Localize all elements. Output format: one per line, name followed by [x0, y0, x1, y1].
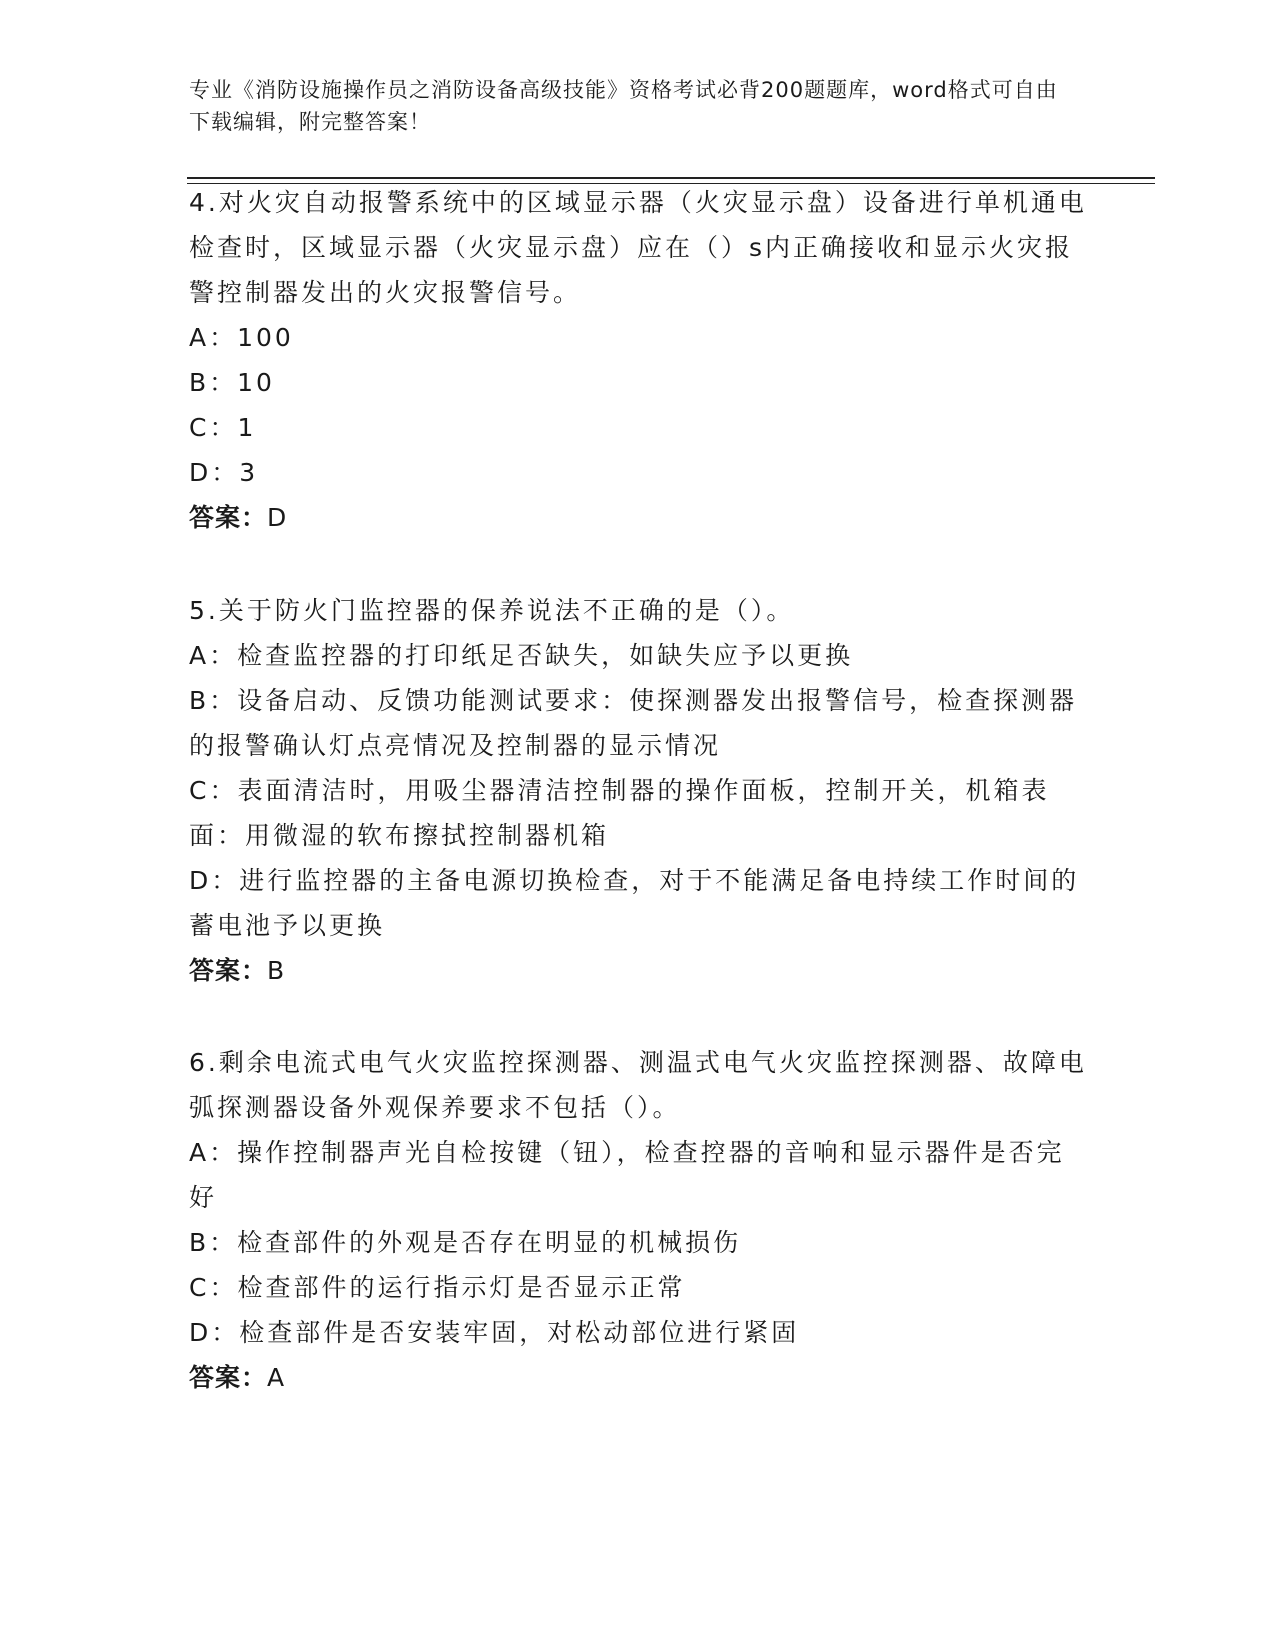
answer-label: 答案： — [189, 956, 268, 985]
option-d: D：3 — [189, 458, 259, 487]
option-d: D：进行监控器的主备电源切换检查，对于不能满足备电持续工作时间的蓄电池予以更换 — [189, 866, 1080, 940]
answer-value: D — [267, 503, 288, 532]
option-c: C：1 — [189, 413, 257, 442]
answer-label: 答案： — [189, 503, 268, 532]
answer-value: B — [267, 956, 286, 985]
option-b: B：10 — [189, 368, 275, 397]
answer-line — [189, 495, 1089, 540]
answer-line — [189, 1355, 1089, 1400]
option-d: D：检查部件是否安装牢固，对松动部位进行紧固 — [189, 1318, 800, 1347]
question-stem: 6.剩余电流式电气火灾监控探测器、测温式电气火灾监控探测器、故障电弧探测器设备外观保养要求不包括（）。 — [189, 1048, 1087, 1122]
option-a: A：100 — [189, 323, 294, 352]
answer-value: A — [267, 1363, 286, 1392]
option-a: A：操作控制器声光自检按键（钮），检查控器的音响和显示器件是否完好 — [189, 1138, 1065, 1212]
option-c: C：表面清洁时，用吸尘器清洁控制器的操作面板，控制开关，机箱表面：用微湿的软布擦拭控制器机箱 — [189, 776, 1050, 850]
question-6 — [189, 1040, 1089, 1400]
question-stem: 4.对火灾自动报警系统中的区域显示器（火灾显示盘）设备进行单机通电检查时，区域显示器（火灾显示盘）应在（）s内正确接收和显示火灾报警控制器发出的火灾报警信号。 — [189, 188, 1087, 307]
answer-line — [189, 948, 1089, 993]
question-stem: 5.关于防火门监控器的保养说法不正确的是（）。 — [189, 596, 795, 625]
option-b: B：检查部件的外观是否存在明显的机械损伤 — [189, 1228, 742, 1257]
question-5 — [189, 588, 1089, 993]
option-a: A：检查监控器的打印纸足否缺失，如缺失应予以更换 — [189, 641, 854, 670]
answer-label: 答案： — [189, 1363, 268, 1392]
document-header: 专业《消防设施操作员之消防设备高级技能》资格考试必背200题题库，word格式可自由下载编辑，附完整答案！ — [189, 78, 1058, 134]
question-4 — [189, 180, 1089, 540]
option-c: C：检查部件的运行指示灯是否显示正常 — [189, 1273, 686, 1302]
header-divider-thick — [187, 177, 1155, 179]
option-b: B：设备启动、反馈功能测试要求：使探测器发出报警信号，检查探测器的报警确认灯点亮情况及控制器的显示情况 — [189, 686, 1078, 760]
